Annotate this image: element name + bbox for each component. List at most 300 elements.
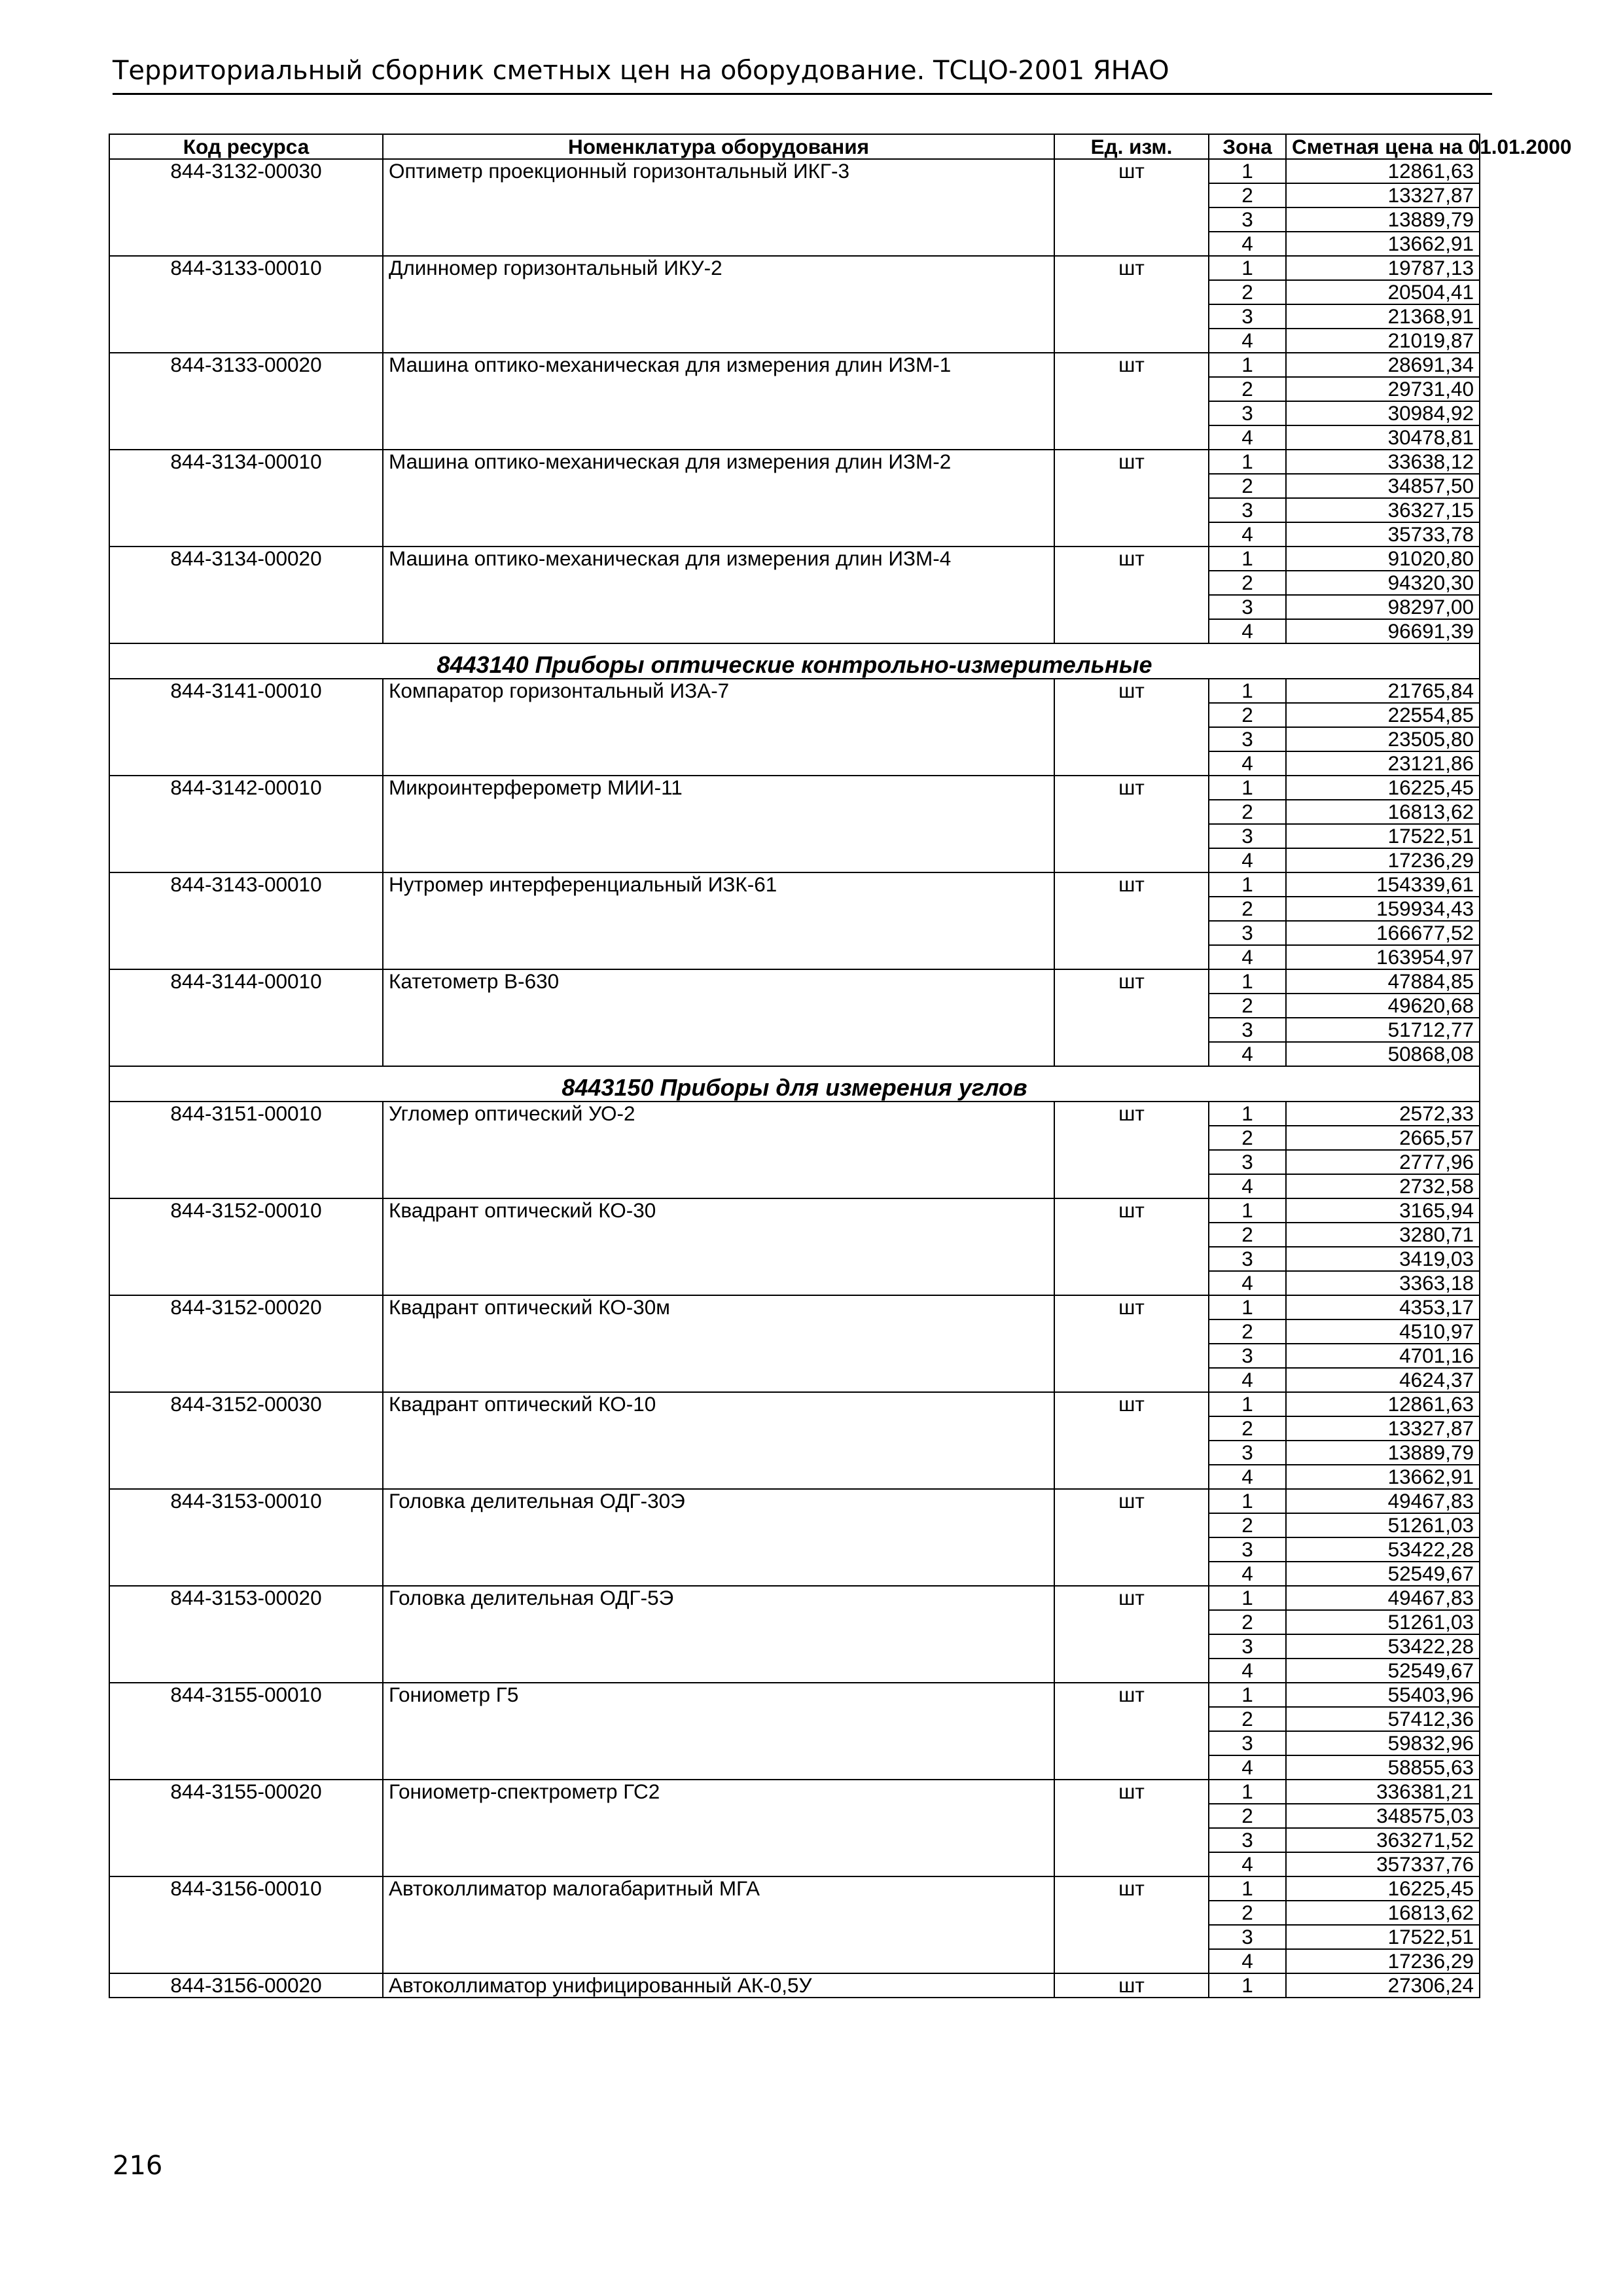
resource-code-cell xyxy=(109,280,383,304)
estimated-price: 12861,63 xyxy=(1286,159,1480,183)
column-header-price: Сметная цена на 01.01.2000 xyxy=(1286,134,1480,159)
estimated-price: 55403,96 xyxy=(1286,1683,1480,1707)
resource-code-cell xyxy=(109,1247,383,1271)
table-row xyxy=(109,280,1480,304)
unit-of-measure-cell xyxy=(1054,304,1209,329)
zone-number: 1 xyxy=(1209,353,1286,377)
unit-of-measure: шт xyxy=(1054,1198,1209,1223)
unit-of-measure-cell xyxy=(1054,800,1209,824)
estimated-price: 13889,79 xyxy=(1286,207,1480,232)
unit-of-measure: шт xyxy=(1054,1780,1209,1804)
zone-number: 1 xyxy=(1209,450,1286,474)
unit-of-measure: шт xyxy=(1054,256,1209,280)
equipment-name: Угломер оптический УО-2 xyxy=(383,1102,1054,1126)
equipment-name-cell xyxy=(383,522,1054,547)
estimated-price: 13889,79 xyxy=(1286,1441,1480,1465)
equipment-name-cell xyxy=(383,1465,1054,1489)
equipment-name: Автоколлиматор унифицированный АК-0,5У xyxy=(383,1973,1054,1998)
table-row xyxy=(109,994,1480,1018)
zone-number: 1 xyxy=(1209,256,1286,280)
resource-code-cell xyxy=(109,1150,383,1174)
resource-code: 844-3132-00030 xyxy=(109,159,383,183)
estimated-price: 28691,34 xyxy=(1286,353,1480,377)
resource-code-cell xyxy=(109,1018,383,1042)
table-row xyxy=(109,1901,1480,1925)
table-row xyxy=(109,1247,1480,1271)
zone-number: 3 xyxy=(1209,1344,1286,1368)
estimated-price: 52549,67 xyxy=(1286,1562,1480,1586)
estimated-price: 17522,51 xyxy=(1286,1925,1480,1949)
resource-code: 844-3141-00010 xyxy=(109,679,383,703)
zone-number: 4 xyxy=(1209,751,1286,776)
unit-of-measure-cell xyxy=(1054,1441,1209,1465)
estimated-price: 20504,41 xyxy=(1286,280,1480,304)
equipment-name-cell xyxy=(383,1344,1054,1368)
table-row xyxy=(109,207,1480,232)
resource-code-cell xyxy=(109,1634,383,1659)
estimated-price: 357337,76 xyxy=(1286,1852,1480,1876)
table-body xyxy=(109,159,1480,1998)
table-row xyxy=(109,353,1480,377)
estimated-price: 27306,24 xyxy=(1286,1973,1480,1998)
resource-code-cell xyxy=(109,1465,383,1489)
resource-code-cell xyxy=(109,1126,383,1150)
table-row xyxy=(109,619,1480,643)
zone-number: 1 xyxy=(1209,547,1286,571)
table-row xyxy=(109,1659,1480,1683)
zone-number: 1 xyxy=(1209,969,1286,994)
estimated-price: 34857,50 xyxy=(1286,474,1480,498)
table-row xyxy=(109,450,1480,474)
equipment-name: Квадрант оптический КО-10 xyxy=(383,1392,1054,1416)
resource-code-cell xyxy=(109,897,383,921)
zone-number: 2 xyxy=(1209,1126,1286,1150)
equipment-name-cell xyxy=(383,1731,1054,1755)
equipment-name-cell xyxy=(383,1319,1054,1344)
equipment-name-cell xyxy=(383,994,1054,1018)
table-row xyxy=(109,1610,1480,1634)
estimated-price: 163954,97 xyxy=(1286,945,1480,969)
estimated-price: 98297,00 xyxy=(1286,595,1480,619)
unit-of-measure: шт xyxy=(1054,1489,1209,1513)
resource-code-cell xyxy=(109,1925,383,1949)
zone-number: 1 xyxy=(1209,1683,1286,1707)
estimated-price: 36327,15 xyxy=(1286,498,1480,522)
table-row xyxy=(109,304,1480,329)
zone-number: 4 xyxy=(1209,1562,1286,1586)
resource-code: 844-3134-00010 xyxy=(109,450,383,474)
unit-of-measure: шт xyxy=(1054,1973,1209,1998)
equipment-name: Головка делительная ОДГ-5Э xyxy=(383,1586,1054,1610)
table-row xyxy=(109,1755,1480,1780)
resource-code-cell xyxy=(109,1731,383,1755)
zone-number: 2 xyxy=(1209,1513,1286,1537)
unit-of-measure-cell xyxy=(1054,1465,1209,1489)
zone-number: 1 xyxy=(1209,1876,1286,1901)
unit-of-measure-cell xyxy=(1054,1949,1209,1973)
table-row xyxy=(109,1804,1480,1828)
zone-number: 3 xyxy=(1209,1634,1286,1659)
unit-of-measure: шт xyxy=(1054,1683,1209,1707)
resource-code-cell xyxy=(109,183,383,207)
unit-of-measure-cell xyxy=(1054,1828,1209,1852)
resource-code-cell xyxy=(109,1319,383,1344)
resource-code-cell xyxy=(109,751,383,776)
unit-of-measure-cell xyxy=(1054,1319,1209,1344)
zone-number: 2 xyxy=(1209,1707,1286,1731)
table-row xyxy=(109,159,1480,183)
equipment-name-cell xyxy=(383,1018,1054,1042)
table-row xyxy=(109,872,1480,897)
resource-code: 844-3153-00010 xyxy=(109,1489,383,1513)
estimated-price: 91020,80 xyxy=(1286,547,1480,571)
equipment-name-cell xyxy=(383,1901,1054,1925)
equipment-name-cell xyxy=(383,751,1054,776)
resource-code: 844-3152-00030 xyxy=(109,1392,383,1416)
resource-code-cell xyxy=(109,703,383,727)
unit-of-measure-cell xyxy=(1054,1731,1209,1755)
column-header-code: Код ресурса xyxy=(109,134,383,159)
unit-of-measure-cell xyxy=(1054,1804,1209,1828)
resource-code-cell xyxy=(109,304,383,329)
resource-code: 844-3155-00020 xyxy=(109,1780,383,1804)
table-row xyxy=(109,776,1480,800)
unit-of-measure-cell xyxy=(1054,1901,1209,1925)
equipment-name-cell xyxy=(383,945,1054,969)
table-row xyxy=(109,183,1480,207)
table-row xyxy=(109,401,1480,425)
section-row xyxy=(109,1066,1480,1102)
unit-of-measure-cell xyxy=(1054,474,1209,498)
estimated-price: 53422,28 xyxy=(1286,1634,1480,1659)
resource-code: 844-3134-00020 xyxy=(109,547,383,571)
zone-number: 2 xyxy=(1209,571,1286,595)
unit-of-measure-cell xyxy=(1054,1707,1209,1731)
table-row xyxy=(109,256,1480,280)
table-row xyxy=(109,425,1480,450)
table-row xyxy=(109,329,1480,353)
resource-code-cell xyxy=(109,1659,383,1683)
equipment-name-cell xyxy=(383,1562,1054,1586)
unit-of-measure-cell xyxy=(1054,522,1209,547)
equipment-name-cell xyxy=(383,1925,1054,1949)
unit-of-measure-cell xyxy=(1054,1368,1209,1392)
estimated-price: 96691,39 xyxy=(1286,619,1480,643)
price-table xyxy=(109,134,1572,1998)
equipment-name-cell xyxy=(383,304,1054,329)
table-row xyxy=(109,547,1480,571)
unit-of-measure-cell xyxy=(1054,921,1209,945)
equipment-name-cell xyxy=(383,1828,1054,1852)
unit-of-measure-cell xyxy=(1054,571,1209,595)
resource-code-cell xyxy=(109,1949,383,1973)
resource-code-cell xyxy=(109,425,383,450)
zone-number: 4 xyxy=(1209,522,1286,547)
zone-number: 2 xyxy=(1209,1610,1286,1634)
estimated-price: 22554,85 xyxy=(1286,703,1480,727)
table-row xyxy=(109,1973,1480,1998)
equipment-name-cell xyxy=(383,1610,1054,1634)
zone-number: 4 xyxy=(1209,619,1286,643)
estimated-price: 33638,12 xyxy=(1286,450,1480,474)
estimated-price: 4701,16 xyxy=(1286,1344,1480,1368)
unit-of-measure-cell xyxy=(1054,727,1209,751)
resource-code-cell xyxy=(109,1755,383,1780)
table-row xyxy=(109,1441,1480,1465)
equipment-name-cell xyxy=(383,619,1054,643)
resource-code-cell xyxy=(109,1368,383,1392)
equipment-name-cell xyxy=(383,703,1054,727)
zone-number: 2 xyxy=(1209,897,1286,921)
zone-number: 1 xyxy=(1209,1973,1286,1998)
estimated-price: 16813,62 xyxy=(1286,800,1480,824)
zone-number: 1 xyxy=(1209,679,1286,703)
zone-number: 2 xyxy=(1209,1319,1286,1344)
table-row xyxy=(109,474,1480,498)
estimated-price: 23121,86 xyxy=(1286,751,1480,776)
equipment-name-cell xyxy=(383,1368,1054,1392)
zone-number: 3 xyxy=(1209,207,1286,232)
unit-of-measure-cell xyxy=(1054,1271,1209,1295)
equipment-name-cell xyxy=(383,1634,1054,1659)
zone-number: 3 xyxy=(1209,1150,1286,1174)
estimated-price: 4510,97 xyxy=(1286,1319,1480,1344)
estimated-price: 47884,85 xyxy=(1286,969,1480,994)
resource-code-cell xyxy=(109,474,383,498)
equipment-name-cell xyxy=(383,1126,1054,1150)
resource-code-cell xyxy=(109,571,383,595)
estimated-price: 21765,84 xyxy=(1286,679,1480,703)
resource-code-cell xyxy=(109,1610,383,1634)
zone-number: 4 xyxy=(1209,425,1286,450)
unit-of-measure: шт xyxy=(1054,776,1209,800)
resource-code: 844-3152-00020 xyxy=(109,1295,383,1319)
unit-of-measure: шт xyxy=(1054,1586,1209,1610)
equipment-name: Квадрант оптический КО-30 xyxy=(383,1198,1054,1223)
resource-code-cell xyxy=(109,401,383,425)
resource-code-cell xyxy=(109,921,383,945)
zone-number: 2 xyxy=(1209,1223,1286,1247)
zone-number: 4 xyxy=(1209,1659,1286,1683)
estimated-price: 59832,96 xyxy=(1286,1731,1480,1755)
estimated-price: 49467,83 xyxy=(1286,1489,1480,1513)
equipment-name-cell xyxy=(383,498,1054,522)
estimated-price: 17236,29 xyxy=(1286,1949,1480,1973)
resource-code: 844-3133-00010 xyxy=(109,256,383,280)
zone-number: 1 xyxy=(1209,1489,1286,1513)
zone-number: 1 xyxy=(1209,1392,1286,1416)
resource-code-cell xyxy=(109,377,383,401)
zone-number: 1 xyxy=(1209,1295,1286,1319)
table-row xyxy=(109,1562,1480,1586)
unit-of-measure-cell xyxy=(1054,1174,1209,1198)
zone-number: 2 xyxy=(1209,183,1286,207)
unit-of-measure-cell xyxy=(1054,425,1209,450)
resource-code-cell xyxy=(109,1901,383,1925)
table-row xyxy=(109,498,1480,522)
equipment-name-cell xyxy=(383,1416,1054,1441)
estimated-price: 4353,17 xyxy=(1286,1295,1480,1319)
zone-number: 4 xyxy=(1209,1174,1286,1198)
equipment-name-cell xyxy=(383,232,1054,256)
zone-number: 4 xyxy=(1209,1852,1286,1876)
table-row xyxy=(109,232,1480,256)
equipment-name-cell xyxy=(383,401,1054,425)
zone-number: 4 xyxy=(1209,945,1286,969)
zone-number: 4 xyxy=(1209,848,1286,872)
resource-code: 844-3155-00010 xyxy=(109,1683,383,1707)
estimated-price: 154339,61 xyxy=(1286,872,1480,897)
equipment-name: Машина оптико-механическая для измерения длин ИЗМ-4 xyxy=(383,547,1054,571)
table-row xyxy=(109,1876,1480,1901)
equipment-name-cell xyxy=(383,848,1054,872)
document-header: Территориальный сборник сметных цен на оборудование. ТСЦО-2001 ЯНАО xyxy=(113,47,1492,95)
table-row xyxy=(109,969,1480,994)
unit-of-measure-cell xyxy=(1054,232,1209,256)
zone-number: 3 xyxy=(1209,595,1286,619)
page-number: 216 xyxy=(113,2151,163,2181)
equipment-name-cell xyxy=(383,897,1054,921)
table-row xyxy=(109,595,1480,619)
estimated-price: 51261,03 xyxy=(1286,1513,1480,1537)
estimated-price: 2572,33 xyxy=(1286,1102,1480,1126)
equipment-name-cell xyxy=(383,595,1054,619)
estimated-price: 348575,03 xyxy=(1286,1804,1480,1828)
estimated-price: 50868,08 xyxy=(1286,1042,1480,1066)
resource-code-cell xyxy=(109,619,383,643)
unit-of-measure: шт xyxy=(1054,450,1209,474)
table-row xyxy=(109,1102,1480,1126)
unit-of-measure-cell xyxy=(1054,1755,1209,1780)
estimated-price: 30478,81 xyxy=(1286,425,1480,450)
estimated-price: 30984,92 xyxy=(1286,401,1480,425)
estimated-price: 2732,58 xyxy=(1286,1174,1480,1198)
table-row xyxy=(109,1198,1480,1223)
unit-of-measure-cell xyxy=(1054,897,1209,921)
table-row xyxy=(109,1416,1480,1441)
column-header-name: Номенклатура оборудования xyxy=(383,134,1054,159)
equipment-name: Квадрант оптический КО-30м xyxy=(383,1295,1054,1319)
table-row xyxy=(109,1223,1480,1247)
resource-code-cell xyxy=(109,1562,383,1586)
zone-number: 3 xyxy=(1209,1247,1286,1271)
resource-code-cell xyxy=(109,848,383,872)
equipment-name-cell xyxy=(383,377,1054,401)
table-row xyxy=(109,1731,1480,1755)
estimated-price: 29731,40 xyxy=(1286,377,1480,401)
zone-number: 3 xyxy=(1209,727,1286,751)
table-row xyxy=(109,1344,1480,1368)
estimated-price: 3363,18 xyxy=(1286,1271,1480,1295)
resource-code-cell xyxy=(109,1223,383,1247)
estimated-price: 49620,68 xyxy=(1286,994,1480,1018)
unit-of-measure-cell xyxy=(1054,1562,1209,1586)
unit-of-measure: шт xyxy=(1054,872,1209,897)
resource-code-cell xyxy=(109,994,383,1018)
zone-number: 4 xyxy=(1209,1949,1286,1973)
unit-of-measure-cell xyxy=(1054,703,1209,727)
resource-code-cell xyxy=(109,522,383,547)
equipment-name-cell xyxy=(383,474,1054,498)
equipment-name: Оптиметр проекционный горизонтальный ИКГ-3 xyxy=(383,159,1054,183)
table-row xyxy=(109,1513,1480,1537)
unit-of-measure: шт xyxy=(1054,547,1209,571)
equipment-name-cell xyxy=(383,1271,1054,1295)
estimated-price: 57412,36 xyxy=(1286,1707,1480,1731)
table-row xyxy=(109,1828,1480,1852)
unit-of-measure-cell xyxy=(1054,1344,1209,1368)
section-row xyxy=(109,643,1480,679)
equipment-name-cell xyxy=(383,207,1054,232)
equipment-name-cell xyxy=(383,183,1054,207)
zone-number: 3 xyxy=(1209,498,1286,522)
estimated-price: 53422,28 xyxy=(1286,1537,1480,1562)
equipment-name-cell xyxy=(383,1441,1054,1465)
unit-of-measure-cell xyxy=(1054,1416,1209,1441)
zone-number: 2 xyxy=(1209,703,1286,727)
resource-code-cell xyxy=(109,824,383,848)
table-row xyxy=(109,1174,1480,1198)
resource-code-cell xyxy=(109,800,383,824)
equipment-name-cell xyxy=(383,329,1054,353)
table-row xyxy=(109,1126,1480,1150)
resource-code: 844-3153-00020 xyxy=(109,1586,383,1610)
estimated-price: 12861,63 xyxy=(1286,1392,1480,1416)
zone-number: 2 xyxy=(1209,800,1286,824)
estimated-price: 49467,83 xyxy=(1286,1586,1480,1610)
column-header-zone: Зона xyxy=(1209,134,1286,159)
zone-number: 2 xyxy=(1209,1901,1286,1925)
table-row xyxy=(109,824,1480,848)
estimated-price: 58855,63 xyxy=(1286,1755,1480,1780)
equipment-name-cell xyxy=(383,425,1054,450)
equipment-name-cell xyxy=(383,571,1054,595)
resource-code-cell xyxy=(109,1852,383,1876)
zone-number: 2 xyxy=(1209,1416,1286,1441)
unit-of-measure-cell xyxy=(1054,1659,1209,1683)
equipment-name-cell xyxy=(383,1949,1054,1973)
zone-number: 3 xyxy=(1209,304,1286,329)
zone-number: 2 xyxy=(1209,474,1286,498)
unit-of-measure: шт xyxy=(1054,1102,1209,1126)
table-row xyxy=(109,1392,1480,1416)
estimated-price: 94320,30 xyxy=(1286,571,1480,595)
zone-number: 3 xyxy=(1209,1925,1286,1949)
estimated-price: 159934,43 xyxy=(1286,897,1480,921)
table-row xyxy=(109,848,1480,872)
unit-of-measure-cell xyxy=(1054,1150,1209,1174)
unit-of-measure-cell xyxy=(1054,329,1209,353)
estimated-price: 16813,62 xyxy=(1286,1901,1480,1925)
table-row xyxy=(109,751,1480,776)
column-header-unit: Ед. изм. xyxy=(1054,134,1209,159)
equipment-name: Катетометр В-630 xyxy=(383,969,1054,994)
resource-code: 844-3151-00010 xyxy=(109,1102,383,1126)
equipment-name-cell xyxy=(383,1804,1054,1828)
zone-number: 4 xyxy=(1209,1465,1286,1489)
table-row xyxy=(109,1319,1480,1344)
unit-of-measure: шт xyxy=(1054,1392,1209,1416)
table-row xyxy=(109,377,1480,401)
resource-code-cell xyxy=(109,1707,383,1731)
equipment-name: Микроинтерферометр МИИ-11 xyxy=(383,776,1054,800)
zone-number: 3 xyxy=(1209,824,1286,848)
zone-number: 4 xyxy=(1209,329,1286,353)
unit-of-measure-cell xyxy=(1054,945,1209,969)
equipment-name: Автоколлиматор малогабаритный МГА xyxy=(383,1876,1054,1901)
resource-code: 844-3156-00010 xyxy=(109,1876,383,1901)
zone-number: 4 xyxy=(1209,1042,1286,1066)
